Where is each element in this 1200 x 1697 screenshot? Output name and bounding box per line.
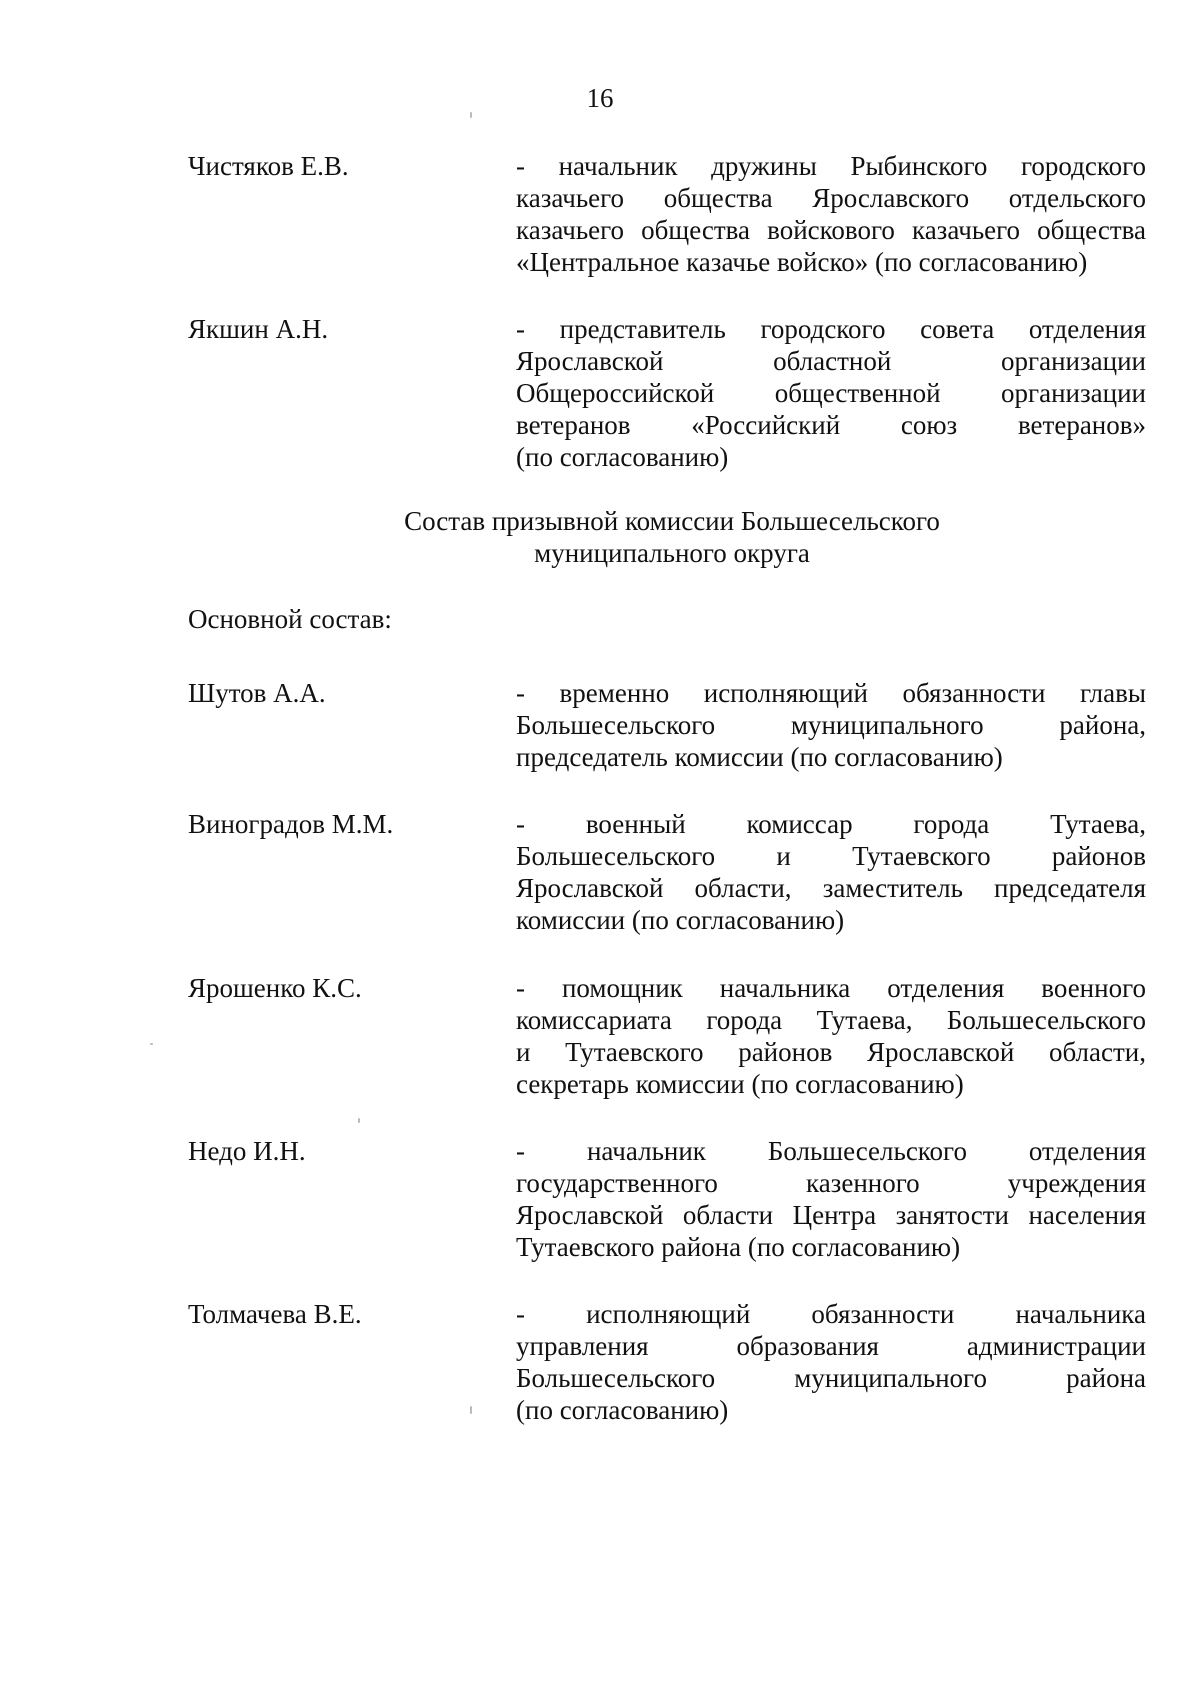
description-line: государственного казенного учреждения (516, 1168, 1146, 1198)
member-name: Толмачева В.Е. (188, 1299, 362, 1329)
description-line: «Центральное казачье войско» (по согласованию) (516, 247, 1088, 277)
scan-speck (470, 1406, 472, 1414)
member-description (516, 150, 1146, 278)
description-line: - временно исполняющий обязанности главы (516, 678, 1146, 708)
member-description (516, 313, 1146, 473)
description-line: председатель комиссии (по согласованию) (516, 742, 1003, 772)
description-line: казачьего общества войскового казачьего общества (516, 215, 1146, 245)
member-name: Виноградов М.М. (188, 809, 394, 839)
description-line: и Тутаевского районов Ярославской области, (516, 1037, 1146, 1067)
description-line: Большесельского муниципального района, (516, 710, 1146, 740)
member-name: Ярошенко К.С. (188, 973, 362, 1003)
member-name: Якшин А.Н. (188, 314, 329, 344)
description-line: - начальник дружины Рыбинского городского (516, 151, 1146, 181)
member-name: Чистяков Е.В. (188, 151, 349, 181)
description-line: ветеранов «Российский союз ветеранов» (516, 410, 1146, 440)
scan-speck (358, 1118, 360, 1123)
description-line: - представитель городского совета отделения (516, 314, 1146, 344)
subheading: Основной состав: (188, 604, 392, 634)
description-line: Ярославской области, заместитель председателя (516, 873, 1146, 903)
description-line: Большесельского и Тутаевского районов (516, 841, 1146, 871)
member-description (516, 808, 1146, 936)
description-line: Ярославской области Центра занятости населения (516, 1200, 1146, 1230)
description-line: (по согласованию) (516, 442, 729, 472)
member-description (516, 1298, 1146, 1426)
scan-speck (150, 1043, 153, 1045)
member-name: Недо И.Н. (188, 1136, 306, 1166)
description-line: Тутаевского района (по согласованию) (516, 1232, 961, 1262)
description-line: - исполняющий обязанности начальника (516, 1299, 1146, 1329)
description-line: - военный комиссар города Тутаева, (516, 809, 1146, 839)
section-title-line: Состав призывной комиссии Большесельского (404, 506, 940, 536)
scan-speck (470, 112, 472, 118)
description-line: Общероссийской общественной организации (516, 378, 1146, 408)
description-line: управления образования администрации (516, 1331, 1146, 1361)
description-line: Ярославской областной организации (516, 346, 1146, 376)
description-line: - помощник начальника отделения военного (516, 973, 1146, 1003)
description-line: (по согласованию) (516, 1395, 729, 1425)
description-line: секретарь комиссии (по согласованию) (516, 1069, 964, 1099)
description-line: комиссии (по согласованию) (516, 905, 845, 935)
description-line: казачьего общества Ярославского отдельского (516, 183, 1146, 213)
section-title-line: муниципального округа (534, 538, 810, 568)
description-line: комиссариата города Тутаева, Большесельского (516, 1005, 1146, 1035)
section-title (0, 505, 1200, 569)
member-description (516, 972, 1146, 1100)
page-number: 16 (586, 83, 614, 113)
member-name: Шутов А.А. (188, 678, 326, 708)
description-line: - начальник Большесельского отделения (516, 1136, 1146, 1166)
description-line: Большесельского муниципального района (516, 1363, 1146, 1393)
member-description (516, 1135, 1146, 1263)
member-description (516, 677, 1146, 773)
